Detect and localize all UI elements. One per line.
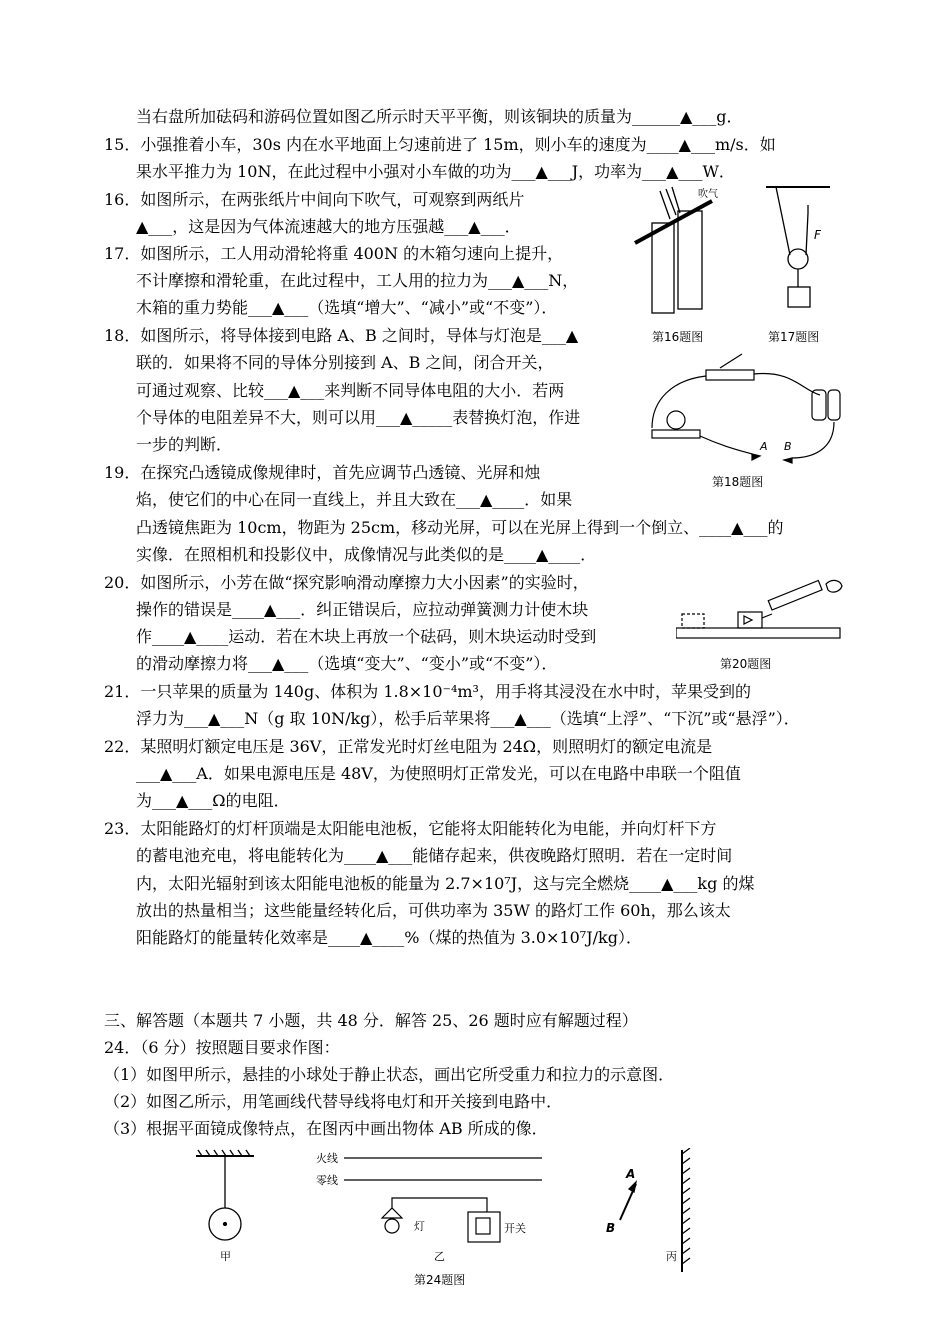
q23-line3: 内，太阳光辐射到该太阳能电池板的能量为 2.7×10⁷J，这与完全燃烧____▲___kg 的煤 (136, 874, 755, 893)
fig16-blow-label: 吹气 (698, 189, 718, 200)
fig17-caption: 第17题图 (768, 330, 820, 344)
q18-line3: 可通过观察、比较___▲___来判断不同导体电阻的大小．若两 (136, 381, 565, 400)
figure-18 (642, 350, 842, 492)
q24-item1: （1）如图甲所示，悬挂的小球处于静止状态，画出它所受重力和拉力的示意图． (104, 1065, 675, 1084)
fig24-bing-label: 丙 (666, 1250, 677, 1263)
fig24-yi-label: 乙 (434, 1250, 445, 1263)
q18-line1: 18．如图所示，将导体接到电路 A、B 之间时，导体与灯泡是___▲ (104, 326, 579, 345)
q18-line2: 联的．如果将不同的导体分别接到 A、B 之间，闭合开关， (136, 353, 554, 372)
q22-line3: 为___▲___Ω的电阻． (136, 791, 290, 810)
q20-line1: 20．如图所示，小芳在做“探究影响滑动摩擦力大小因素”的实验时， (104, 573, 589, 592)
q20-line2: 操作的错误是____▲___．纠正错误后，应拉动弹簧测力计使木块 (136, 600, 589, 619)
q15-line1: 15．小强推着小车，30s 内在水平地面上匀速前进了 15m，则小车的速度为____▲___m/s．如 (104, 135, 776, 154)
fig24-jia-label: 甲 (220, 1250, 231, 1263)
q18-line5: 一步的判断． (136, 435, 233, 454)
fig18-caption: 第18题图 (712, 475, 764, 489)
fig24-lamp-label: 灯 (414, 1220, 425, 1233)
q24-item2: （2）如图乙所示，用笔画线代替导线将电灯和开关接到电路中． (104, 1092, 563, 1111)
fig24-caption: 第24题图 (414, 1273, 466, 1287)
q19-line2: 焰，使它们的中心在同一直线上，并且大致在___▲____．如果 (136, 490, 573, 509)
q19-line3: 凸透镜焦距为 10cm，物距为 25cm，移动光屏，可以在光屏上得到一个倒立、____▲___的 (136, 518, 784, 537)
fig18-label-a: A (760, 440, 768, 453)
fig24-neutral-wire-label: 零线 (316, 1174, 338, 1187)
fig17-pulley (766, 187, 830, 307)
q15-line2: 果水平推力为 10N，在此过程中小强对小车做的功为___▲___J，功率为___▲___W． (136, 162, 735, 181)
q16-line1: 16．如图所示，在两张纸片中间向下吹气，可观察到两纸片 (104, 190, 525, 209)
section3-heading: 三、解答题（本题共 7 小题，共 48 分．解答 25、26 题时应有解题过程） (104, 1011, 638, 1030)
q23-line4: 放出的热量相当；这些能量经转化后，可供功率为 35W 的路灯工作 60h，那么该太 (136, 901, 731, 920)
q19-line1: 19．在探究凸透镜成像规律时，首先应调节凸透镜、光屏和烛 (104, 463, 541, 482)
q14-tail: 当右盘所加砝码和游码位置如图乙所示时天平平衡，则该铜块的质量为______▲___g． (136, 107, 743, 126)
q23-line5: 阳能路灯的能量转化效率是____▲____%（煤的热值为 3.0×10⁷J/kg）． (136, 928, 642, 947)
q20-line3: 作____▲____运动．若在木块上再放一个砝码，则木块运动时受到 (136, 627, 597, 646)
q22-line2: ___▲___A．如果电源电压是 48V，为使照明灯正常发光，可以在电路中串联一个阻值 (136, 764, 741, 783)
q23-line2: 的蓄电池充电，将电能转化为____▲___能储存起来，供夜晚路灯照明．若在一定时间 (136, 846, 733, 865)
q22-line1: 22．某照明灯额定电压是 36V，正常发光时灯丝电阻为 24Ω，则照明灯的额定电流是 (104, 737, 713, 756)
q21-line2: 浮力为___▲___N（g 取 10N/kg），松手后苹果将___▲___（选填“上浮”、“下沉”或“悬浮”）． (136, 709, 800, 728)
fig24-point-a: A (626, 1167, 636, 1181)
fig16-paper-sheets (635, 187, 712, 313)
q20-line4: 的滑动摩擦力将___▲___（选填“变大”、“变小”或“不变”）． (136, 654, 558, 673)
fig24-live-wire-label: 火线 (316, 1152, 338, 1165)
fig20-setup (676, 580, 842, 638)
figure-24 (192, 1148, 702, 1290)
q18-line4: 个导体的电阻差异不大，则可以用___▲_____表替换灯泡，作进 (136, 408, 581, 427)
fig16-caption: 第16题图 (652, 330, 704, 344)
q21-line1: 21．一只苹果的质量为 140g、体积为 1.8×10⁻⁴m³，用手将其浸没在水中时，苹果受到的 (104, 682, 751, 701)
fig17-force-label: F (814, 228, 821, 242)
q24-item3: （3）根据平面镜成像特点，在图丙中画出物体 AB 所成的像． (104, 1119, 548, 1138)
q17-line2: 不计摩擦和滑轮重，在此过程中，工人用的拉力为___▲___N， (136, 271, 579, 290)
q16-line2: ▲___，这是因为气体流速越大的地方压强越___▲___． (136, 217, 521, 236)
figure-16-17 (630, 183, 845, 348)
fig24-jia-pendulum (196, 1150, 254, 1240)
q19-line4: 实像．在照相机和投影仪中，成像情况与此类似的是____▲____． (136, 545, 597, 564)
q23-line1: 23．太阳能路灯的灯杆顶端是太阳能电池板，它能将太阳能转化为电能，并向灯杆下方 (104, 819, 717, 838)
fig18-label-b: B (784, 440, 792, 453)
fig18-circuit (652, 354, 840, 463)
figure-20 (676, 570, 848, 678)
fig24-point-b: B (606, 1221, 616, 1235)
fig24-switch-label: 开关 (504, 1222, 526, 1235)
q24-line1: 24．（6 分）按照题目要求作图： (104, 1038, 340, 1057)
q17-line3: 木箱的重力势能___▲___（选填“增大”、“减小”或“不变”）． (136, 298, 558, 317)
q17-line1: 17．如图所示，工人用动滑轮将重 400N 的木箱匀速向上提升， (104, 244, 564, 263)
fig20-caption: 第20题图 (720, 657, 772, 671)
